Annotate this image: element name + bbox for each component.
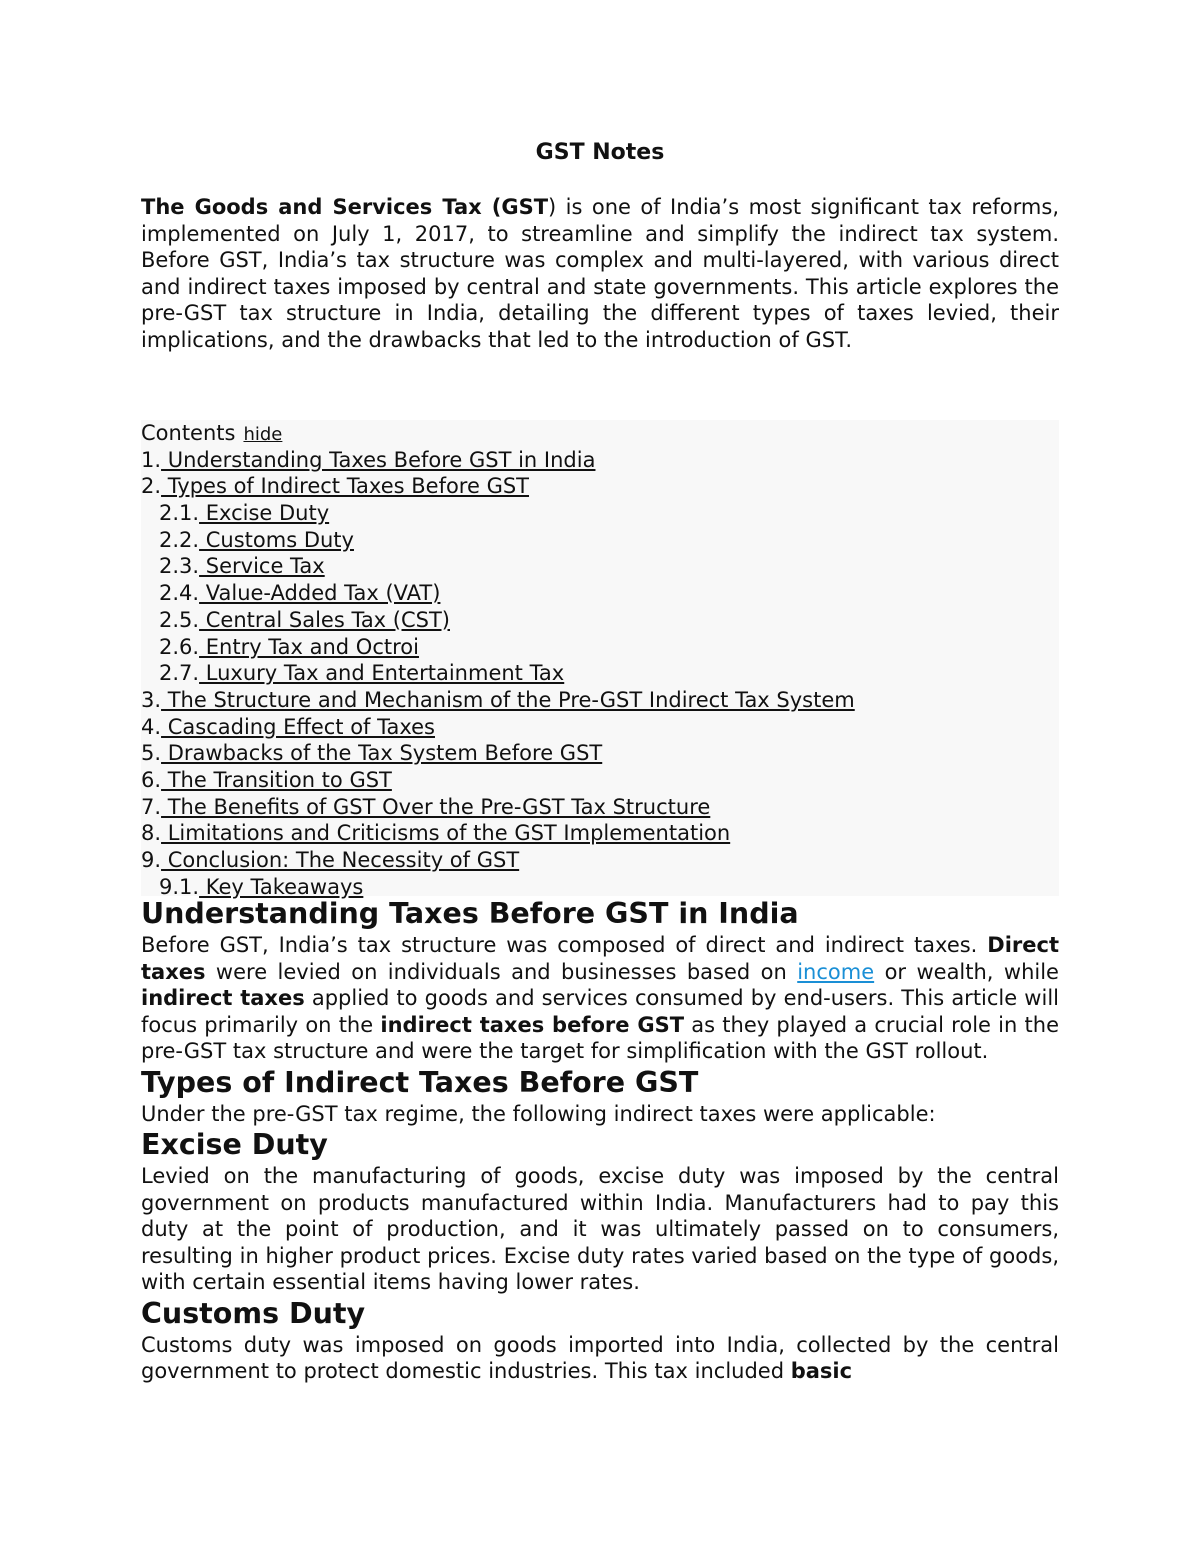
para-text: were levied on individuals and businesses based on — [205, 959, 798, 984]
toc-item-link[interactable]: The Structure and Mechanism of the Pre-GST Indirect Tax System — [161, 687, 855, 712]
toc-item-number: 2.5. — [159, 607, 200, 632]
toc-hide-link[interactable]: hide — [243, 424, 283, 445]
toc-item-8[interactable] — [141, 820, 1059, 847]
intro-bold-lead: The Goods and Services Tax (GST — [141, 195, 549, 219]
toc-item-link[interactable]: Limitations and Criticisms of the GST Implementation — [161, 821, 731, 846]
toc-item-number: 9.1. — [159, 874, 200, 899]
toc-item-link[interactable]: Central Sales Tax (CST) — [199, 607, 450, 632]
toc-item-number: 8. — [141, 821, 162, 846]
para-bold: basic — [790, 1359, 853, 1383]
toc-item-link[interactable]: Drawbacks of the Tax System Before GST — [161, 741, 603, 766]
toc-item-number: 2.2. — [159, 527, 200, 552]
toc-label: Contents — [141, 421, 236, 445]
toc-item-link[interactable]: Luxury Tax and Entertainment Tax — [199, 661, 565, 686]
toc-item-6[interactable] — [141, 767, 1059, 794]
toc-item-link[interactable]: Service Tax — [199, 554, 325, 579]
para-text: applied to goods and services consumed by end-users. This article will focus primarily on the — [141, 986, 1059, 1037]
section-heading-customs: Customs Duty — [141, 1296, 366, 1330]
toc-item-number: 2.7. — [159, 661, 200, 686]
toc-item-2[interactable] — [141, 473, 1059, 500]
toc-item-link[interactable]: Key Takeaways — [199, 874, 364, 899]
toc-item-2-3[interactable] — [141, 553, 1059, 580]
toc-item-number: 5. — [141, 741, 162, 766]
section-heading-types: Types of Indirect Taxes Before GST — [141, 1065, 699, 1099]
toc-item-link[interactable]: Entry Tax and Octroi — [199, 634, 419, 659]
section-heading-understanding: Understanding Taxes Before GST in India — [141, 897, 799, 930]
toc-item-1[interactable] — [141, 447, 1059, 474]
toc-item-2-2[interactable] — [141, 527, 1059, 554]
article-body — [141, 896, 1059, 1385]
para-text: Before GST, India’s tax structure was composed of direct and indirect taxes. — [141, 933, 988, 957]
toc-item-7[interactable] — [141, 794, 1059, 821]
toc-header — [141, 420, 1059, 447]
para-text: as they played a crucial role in the pre-GST tax structure and were the target for simplification with the GST rollout. — [141, 1012, 1059, 1063]
para-bold: Direct taxes — [141, 933, 1059, 984]
toc-item-link[interactable]: Conclusion: The Necessity of GST — [161, 848, 520, 872]
intro-text: ) is one of India’s most significant tax reforms, implemented on July 1, 2017, to streamline and simplify the indirect tax system. Before GST, India’s tax structure was complex and multi-layered, with various direct and indirect taxes imposed by central and state governments. This article explores the pre-GST tax structure in India, detailing the different types of taxes levied, their implications, and the drawbacks that led to the introduction of GST. — [141, 195, 1059, 352]
toc-item-number: 2. — [141, 474, 162, 499]
toc-item-link[interactable]: Understanding Taxes Before GST in India — [161, 447, 596, 472]
toc-item-4[interactable] — [141, 714, 1059, 741]
toc-item-number: 4. — [141, 714, 162, 739]
section-paragraph-types: Under the pre-GST tax regime, the following indirect taxes were applicable: — [141, 1101, 936, 1126]
toc-item-link[interactable]: The Transition to GST — [161, 767, 392, 792]
intro-paragraph — [141, 194, 1059, 353]
toc-item-number: 1. — [141, 447, 162, 472]
toc-item-3[interactable] — [141, 687, 1059, 714]
toc-item-2-7[interactable] — [141, 660, 1059, 687]
section-paragraph-understanding — [141, 932, 1059, 1065]
toc-item-link[interactable]: Excise Duty — [199, 501, 330, 526]
para-bold: indirect taxes — [141, 986, 305, 1010]
toc-item-link[interactable]: Cascading Effect of Taxes — [161, 714, 435, 739]
toc-item-number: 6. — [141, 767, 162, 792]
toc-item-number: 2.6. — [159, 634, 200, 659]
toc-item-2-6[interactable] — [141, 634, 1059, 661]
table-of-contents — [141, 420, 1059, 899]
toc-item-9[interactable] — [141, 847, 1059, 874]
toc-item-number: 2.4. — [159, 581, 200, 606]
section-paragraph-customs — [141, 1332, 1059, 1385]
toc-item-link[interactable]: Types of Indirect Taxes Before GST — [161, 474, 530, 499]
section-paragraph-excise: Levied on the manufacturing of goods, excise duty was imposed by the central government on products manufactured within India. Manufacturers had to pay this duty at the point of production, and it was ultimately passed on to consumers, resulting in higher product prices. Excise duty rates varied based on the type of goods, with certain essential items having lower rates. — [141, 1164, 1059, 1294]
toc-item-link[interactable]: Value-Added Tax (VAT) — [199, 581, 441, 606]
document-title: GST Notes — [535, 140, 665, 165]
toc-item-number: 3. — [141, 687, 162, 712]
toc-item-number: 9. — [141, 848, 162, 872]
toc-item-number: 7. — [141, 794, 162, 819]
section-heading-excise: Excise Duty — [141, 1128, 328, 1161]
toc-item-5[interactable] — [141, 740, 1059, 767]
toc-item-link[interactable]: The Benefits of GST Over the Pre-GST Tax Structure — [161, 794, 711, 819]
income-link[interactable]: income — [797, 959, 875, 984]
toc-item-2-1[interactable] — [141, 500, 1059, 527]
para-text: or wealth, while — [874, 959, 1059, 984]
toc-item-number: 2.3. — [159, 554, 200, 579]
toc-item-link[interactable]: Customs Duty — [199, 527, 354, 552]
toc-item-number: 2.1. — [159, 501, 200, 526]
para-bold: indirect taxes before GST — [380, 1012, 685, 1037]
toc-item-2-5[interactable] — [141, 607, 1059, 634]
para-text: Customs duty was imposed on goods imported into India, collected by the central government to protect domestic industries. This tax included — [141, 1332, 1059, 1383]
toc-item-2-4[interactable] — [141, 580, 1059, 607]
